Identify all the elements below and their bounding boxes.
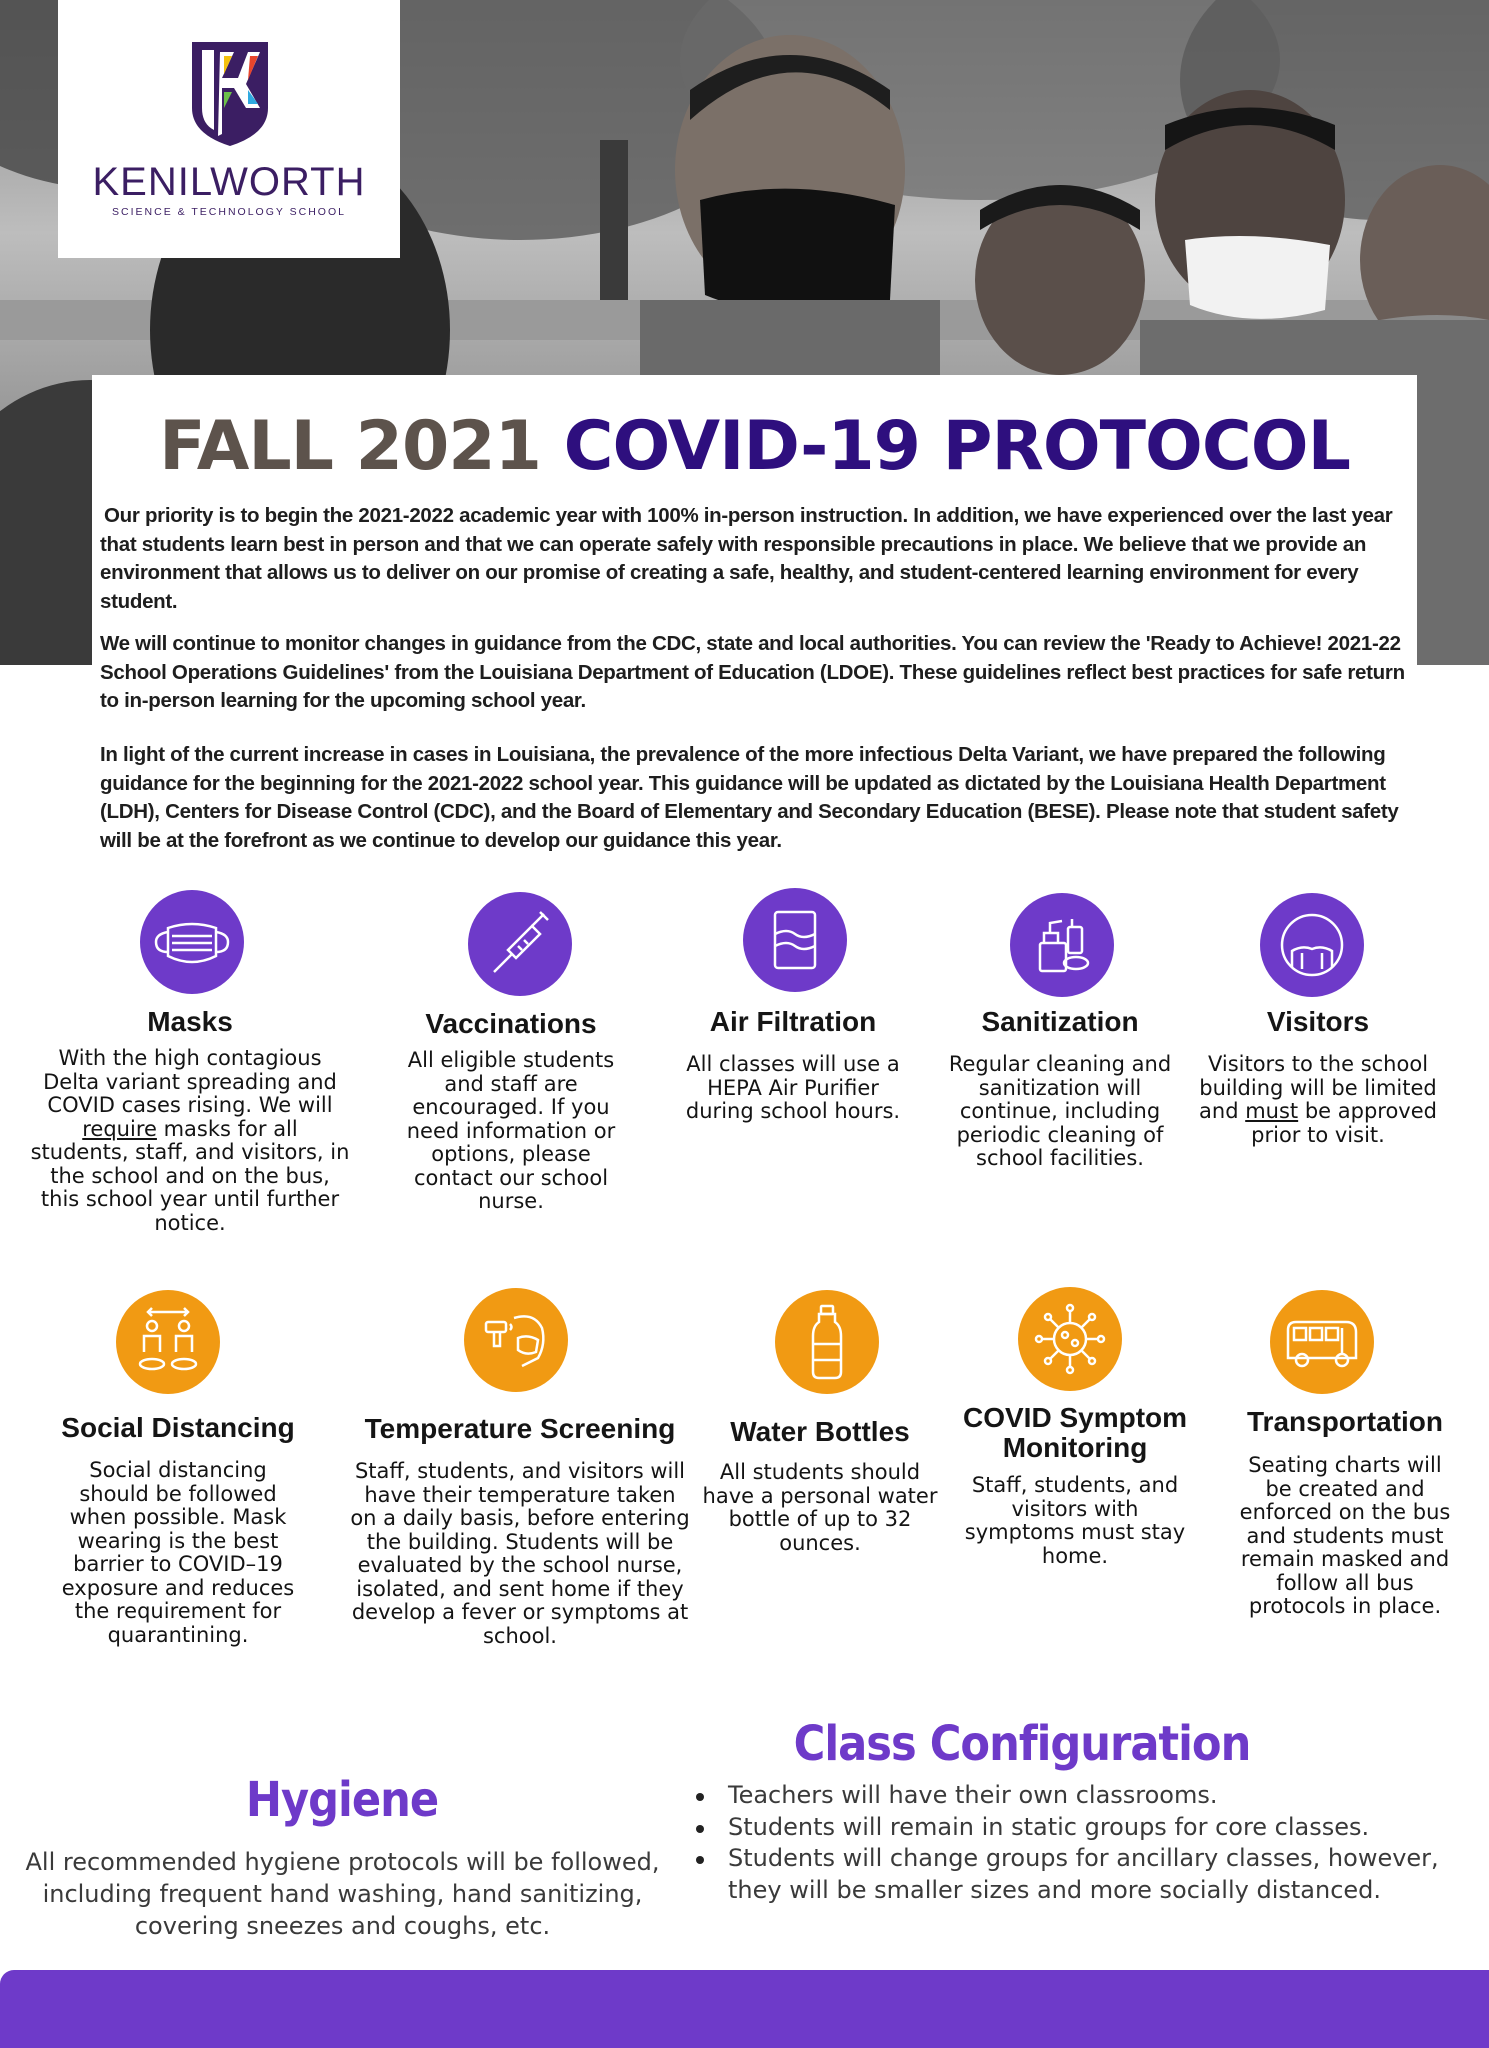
mask-icon — [140, 890, 244, 994]
class-configuration-list — [690, 1780, 1450, 1906]
air-filtration-text: All classes will use a HEPA Air Purifier during school hours. — [685, 1052, 901, 1123]
social-distancing-icon — [116, 1290, 220, 1394]
school-logo — [58, 0, 400, 258]
list-item: Students will remain in static groups for core classes. — [690, 1812, 1450, 1844]
masks-title: Masks — [147, 1006, 233, 1037]
visitors-text-must: must — [1245, 1099, 1299, 1123]
sanitization-title: Sanitization — [981, 1006, 1139, 1037]
sanitization-text: Regular cleaning and sanitization will continue, including periodic cleaning of school facilities. — [948, 1052, 1172, 1170]
class-configuration-title: Class Configuration — [793, 1716, 1251, 1772]
masks-text-require: require — [82, 1116, 157, 1141]
visitor-icon — [1260, 893, 1364, 997]
temperature-screening-title: Temperature Screening — [364, 1413, 676, 1444]
air-filter-icon — [743, 888, 847, 992]
air-filtration-title: Air Filtration — [709, 1006, 877, 1037]
visitors-text — [1188, 1053, 1448, 1147]
bus-icon — [1270, 1290, 1374, 1394]
intro-paragraph-3: In light of the current increase in cases in Louisiana, the prevalence of the more infectious Delta Variant, we have prepared the following guidance for the beginning for the 2021-2022 school year. This guidance will be updated as dictated by the Louisiana Health Department (LDH), Centers for Disease Control (CDC), and the Board of Elementary and Secondary Education (BESE). Please note that student safety will be at the forefront as we continue to develop our guidance this year. — [100, 743, 1399, 852]
page-title — [92, 407, 1417, 486]
list-item: Teachers will have their own classrooms. — [690, 1780, 1450, 1812]
transportation-text: Seating charts will be created and enforced on the bus and students must remain masked and follow all bus protocols in place. — [1239, 1453, 1451, 1618]
intro-paragraph-1: Our priority is to begin the 2021-2022 academic year with 100% in-person instruction. In addition, we have experienced over the last year that students learn best in person and that we can operate safely with responsible precautions in place. We believe that we provide an environment that allows us to deliver on our promise of creating a safe, healthy, and student-centered learning environment for every student. — [100, 504, 1393, 613]
masks-text-part1: With the high contagious Delta variant spreading and COVID cases rising. We will — [43, 1046, 337, 1117]
footer-bar — [0, 1970, 1489, 2048]
social-distancing-text: Social distancing should be followed when possible. Mask wearing is the best barrier to COVID–19 exposure and reduces the requirement for quarantining. — [61, 1458, 295, 1647]
visitors-title: Visitors — [1266, 1006, 1370, 1037]
masks-text-part2: masks for all students, staff, and visitors, in the school and on the bus, this school year until further notice. — [30, 1116, 350, 1235]
water-bottle-icon — [775, 1290, 879, 1394]
logo-subtitle: SCIENCE & TECHNOLOGY SCHOOL — [112, 206, 346, 218]
title-protocol: COVID-19 PROTOCOL — [563, 407, 1350, 486]
temperature-screening-text: Staff, students, and visitors will have their temperature taken on a daily basis, before entering the building. Students will be evaluated by the school nurse, isolated, and sent home if they develop a fever or symptoms at school. — [350, 1459, 690, 1648]
vaccinations-title: Vaccinations — [425, 1008, 597, 1039]
transportation-title: Transportation — [1246, 1406, 1444, 1437]
cleaning-supplies-icon — [1010, 893, 1114, 997]
thermometer-gun-icon — [464, 1288, 568, 1392]
virus-icon — [1018, 1287, 1122, 1391]
syringe-icon — [468, 892, 572, 996]
intro-paragraph-2: We will continue to monitor changes in guidance from the CDC, state and local authorities. You can review the 'Ready to Achieve! 2021-22 School Operations Guidelines' from the Louisiana Department of Education (LDOE). These guidelines reflect best practices for safe return to in-person learning for the upcoming school year. — [100, 632, 1405, 712]
hygiene-text: All recommended hygiene protocols will be followed, including frequent hand washing, hand sanitizing, covering sneezes and coughs, etc. — [25, 1848, 660, 1940]
covid-symptom-text: Staff, students, and visitors with symptoms must stay home. — [964, 1473, 1186, 1568]
list-item: Students will change groups for ancillary classes, however, they will be smaller sizes and more socially distanced. — [690, 1843, 1450, 1906]
logo-name: KENILWORTH — [92, 160, 366, 204]
visitors-text-part1: Visitors to the school building will be limited and — [1199, 1052, 1437, 1123]
hygiene-title: Hygiene — [245, 1772, 439, 1828]
intro-card — [92, 375, 1417, 865]
vaccinations-text: All eligible students and staff are encouraged. If you need information or options, please contact our school nurse. — [406, 1048, 616, 1213]
kenilworth-shield-icon — [188, 38, 272, 148]
title-year: FALL 2021 — [159, 407, 541, 486]
social-distancing-title: Social Distancing — [61, 1412, 295, 1443]
masks-text — [30, 1047, 350, 1235]
water-bottles-text: All students should have a personal water bottle of up to 32 ounces. — [702, 1460, 938, 1555]
water-bottles-title: Water Bottles — [730, 1416, 910, 1447]
visitors-text-part2: be approved prior to visit. — [1251, 1099, 1437, 1147]
covid-symptom-title: COVID Symptom Monitoring — [962, 1402, 1188, 1463]
